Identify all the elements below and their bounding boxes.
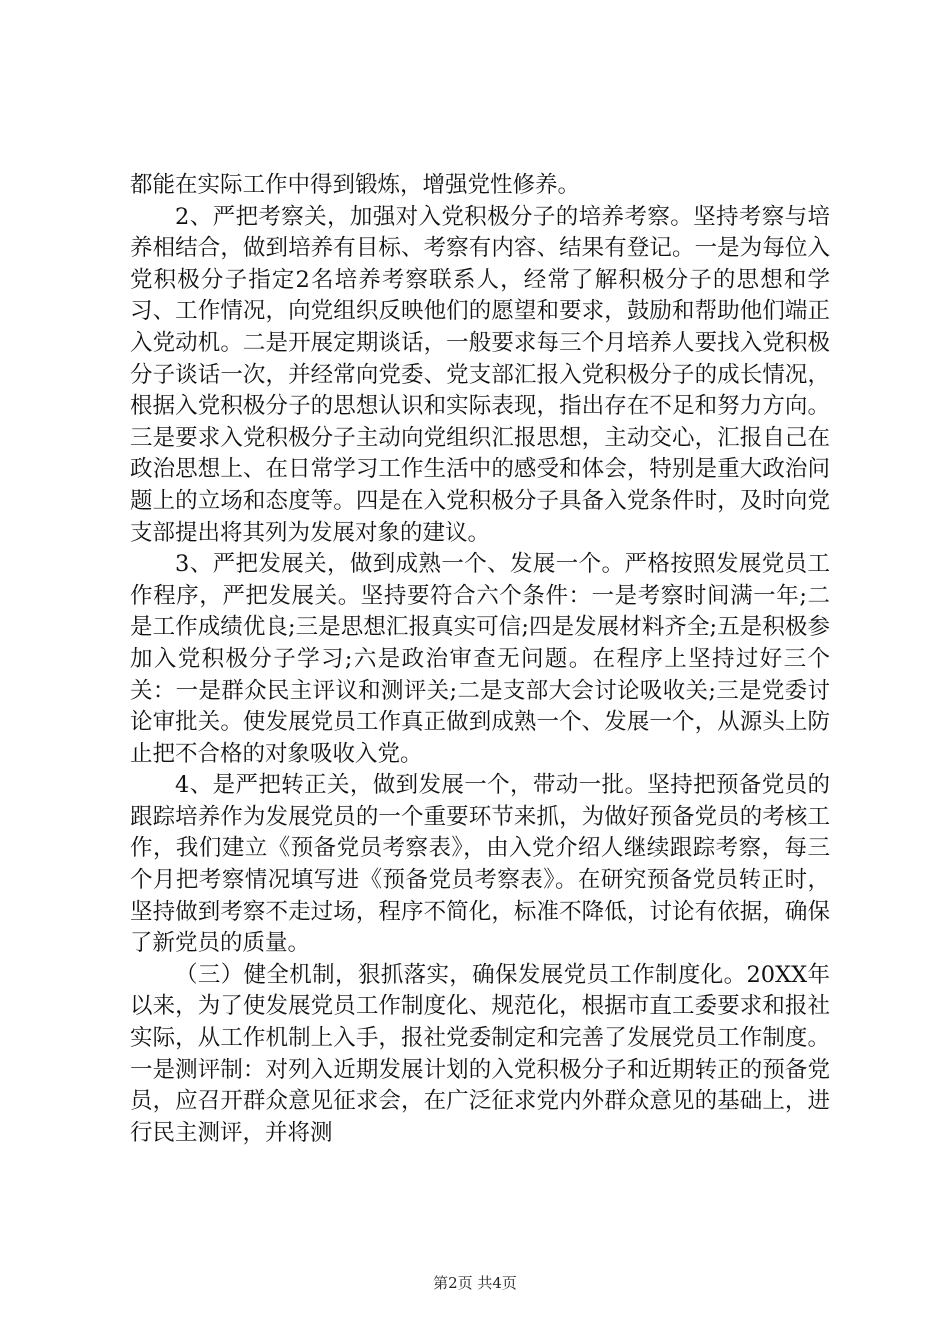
- paragraph-4: 4、是严把转正关，做到发展一个，带动一批。坚持把预备党员的跟踪培养作为发展党员的一个重要环节来抓，为做好预备党员的考核工作，我们建立《预备党员考察表》，由入党介绍人继续跟踪考察，每三个月把考察情况填写进《预备党员考察表》。在研究预备党员转正时，坚持做到考察不走过场，程序不简化，标准不降低，讨论有依据，确保了新党员的质量。: [130, 772, 830, 957]
- document-body: [130, 170, 830, 1149]
- paragraph-3: 3、严把发展关，做到成熟一个、发展一个。严格按照发展党员工作程序，严把发展关。坚持要符合六个条件：一是考察时间满一年;二是工作成绩优良;三是思想汇报真实可信;四是发展材料齐全;五是积极参加入党积极分子学习;六是政治审查无问题。在程序上坚持过好三个关：一是群众民主评议和测评关;二是支部大会讨论吸收关;三是党委讨论审批关。使发展党员工作真正做到成熟一个、发展一个，从源头上防止把不合格的对象吸收入党。: [130, 551, 830, 767]
- paragraph-5: （三）健全机制，狠抓落实，确保发展党员工作制度化。20XX年以来，为了使发展党员工作制度化、规范化，根据市直工委要求和报社实际，从工作机制上入手，报社党委制定和完善了发展党员工作制度。一是测评制：对列入近期发展计划的入党积极分子和近期转正的预备党员，应召开群众意见征求会，在广泛征求党内外群众意见的基础上，进行民主测评，并将测: [130, 961, 830, 1146]
- paragraph-2: 2、严把考察关，加强对入党积极分子的培养考察。坚持考察与培养相结合，做到培养有目标、考察有内容、结果有登记。一是为每位入党积极分子指定2名培养考察联系人，经常了解积极分子的思想和学习、工作情况，向党组织反映他们的愿望和要求，鼓励和帮助他们端正入党动机。二是开展定期谈话，一般要求每三个月培养人要找入党积极分子谈话一次，并经常向党委、党支部汇报入党积极分子的成长情况，根据入党积极分子的思想认识和实际表现，指出存在不足和努力方向。三是要求入党积极分子主动向党组织汇报思想，主动交心，汇报自己在政治思想上、在日常学习工作生活中的感受和体会，特别是重大政治问题上的立场和态度等。四是在入党积极分子具备入党条件时，及时向党支部提出将其列为发展对象的建议。: [130, 203, 830, 546]
- page-footer: 第2页 共4页: [433, 1274, 517, 1292]
- paragraph-1: 都能在实际工作中得到锻炼，增强党性修养。: [130, 172, 581, 198]
